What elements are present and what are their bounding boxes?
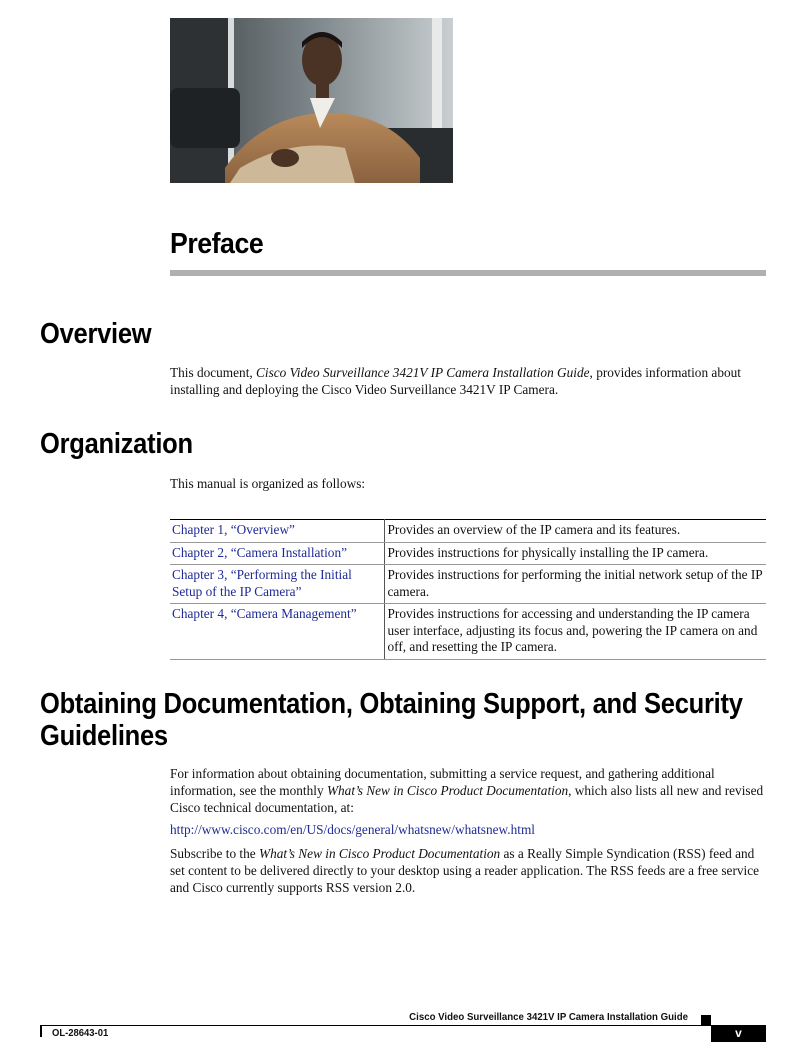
organization-intro: This manual is organized as follows:: [170, 476, 366, 491]
chapter-link[interactable]: Chapter 4, “Camera Management”: [170, 604, 384, 660]
header-photo: [170, 18, 453, 183]
obtaining-p2-post: as a Really Simple Syndication (RSS) feed and set content to be delivered directly to your desktop using a reader application. The RSS feeds are a free service and Cisco currently supports RSS version 2.0.: [170, 846, 760, 895]
chapter-title: Preface: [170, 228, 264, 260]
title-rule: [170, 270, 766, 276]
footer-tick: [40, 1025, 42, 1037]
chapter-description: Provides instructions for performing the initial network setup of the IP camera.: [384, 565, 766, 604]
obtaining-p1-post: , which also lists all new and revised Cisco technical documentation, at:: [170, 783, 764, 815]
organization-heading: Organization: [40, 428, 193, 460]
obtaining-paragraph-2: [170, 845, 766, 896]
chapter-description: Provides instructions for accessing and understanding the IP camera user interface, adjusting its focus and, powering the IP camera on and off, and resetting the IP camera.: [384, 604, 766, 660]
chapter-link[interactable]: Chapter 2, “Camera Installation”: [170, 542, 384, 565]
obtaining-p2-pre: Subscribe to the: [170, 846, 260, 861]
overview-doc-title: Cisco Video Surveillance 3421V IP Camera Installation Guide: [256, 365, 590, 380]
overview-text-pre: This document,: [170, 365, 257, 380]
obtaining-p1-pre: For information about obtaining documentation, submitting a service request, and gathering additional information, see the monthly: [170, 766, 715, 798]
footer-guide-title: Cisco Video Surveillance 3421V IP Camera Installation Guide: [409, 1011, 688, 1023]
table-row: [170, 565, 766, 604]
whatsnew-url-link[interactable]: http://www.cisco.com/en/US/docs/general/whatsnew/whatsnew.html: [170, 822, 535, 837]
table-row: [170, 604, 766, 660]
chapter-description: Provides instructions for physically installing the IP camera.: [384, 542, 766, 565]
chapter-link[interactable]: Chapter 3, “Performing the Initial Setup of the IP Camera”: [170, 565, 384, 604]
chapter-description: Provides an overview of the IP camera and its features.: [384, 520, 766, 543]
obtaining-heading-line2: Guidelines: [40, 720, 168, 752]
table-row: [170, 542, 766, 565]
table-row: [170, 520, 766, 543]
obtaining-p1-italic: What’s New in Cisco Product Documentation: [326, 783, 569, 798]
overview-text-post: , provides information about installing and deploying the Cisco Video Surveillance 3421V IP Camera.: [170, 365, 741, 397]
obtaining-paragraph-1: [170, 765, 766, 816]
obtaining-heading-line1: Obtaining Documentation, Obtaining Support, and Security: [40, 688, 743, 720]
organization-table: [170, 519, 766, 660]
obtaining-p2-italic: What’s New in Cisco Product Documentation: [259, 846, 501, 861]
footer-marker: [701, 1015, 711, 1025]
footer-doc-number: OL-28643-01: [52, 1027, 109, 1039]
overview-paragraph: [170, 364, 766, 398]
footer-rule: [40, 1025, 766, 1026]
overview-heading: Overview: [40, 318, 152, 350]
chapter-link[interactable]: Chapter 1, “Overview”: [170, 520, 384, 543]
page-number: v: [711, 1025, 766, 1042]
